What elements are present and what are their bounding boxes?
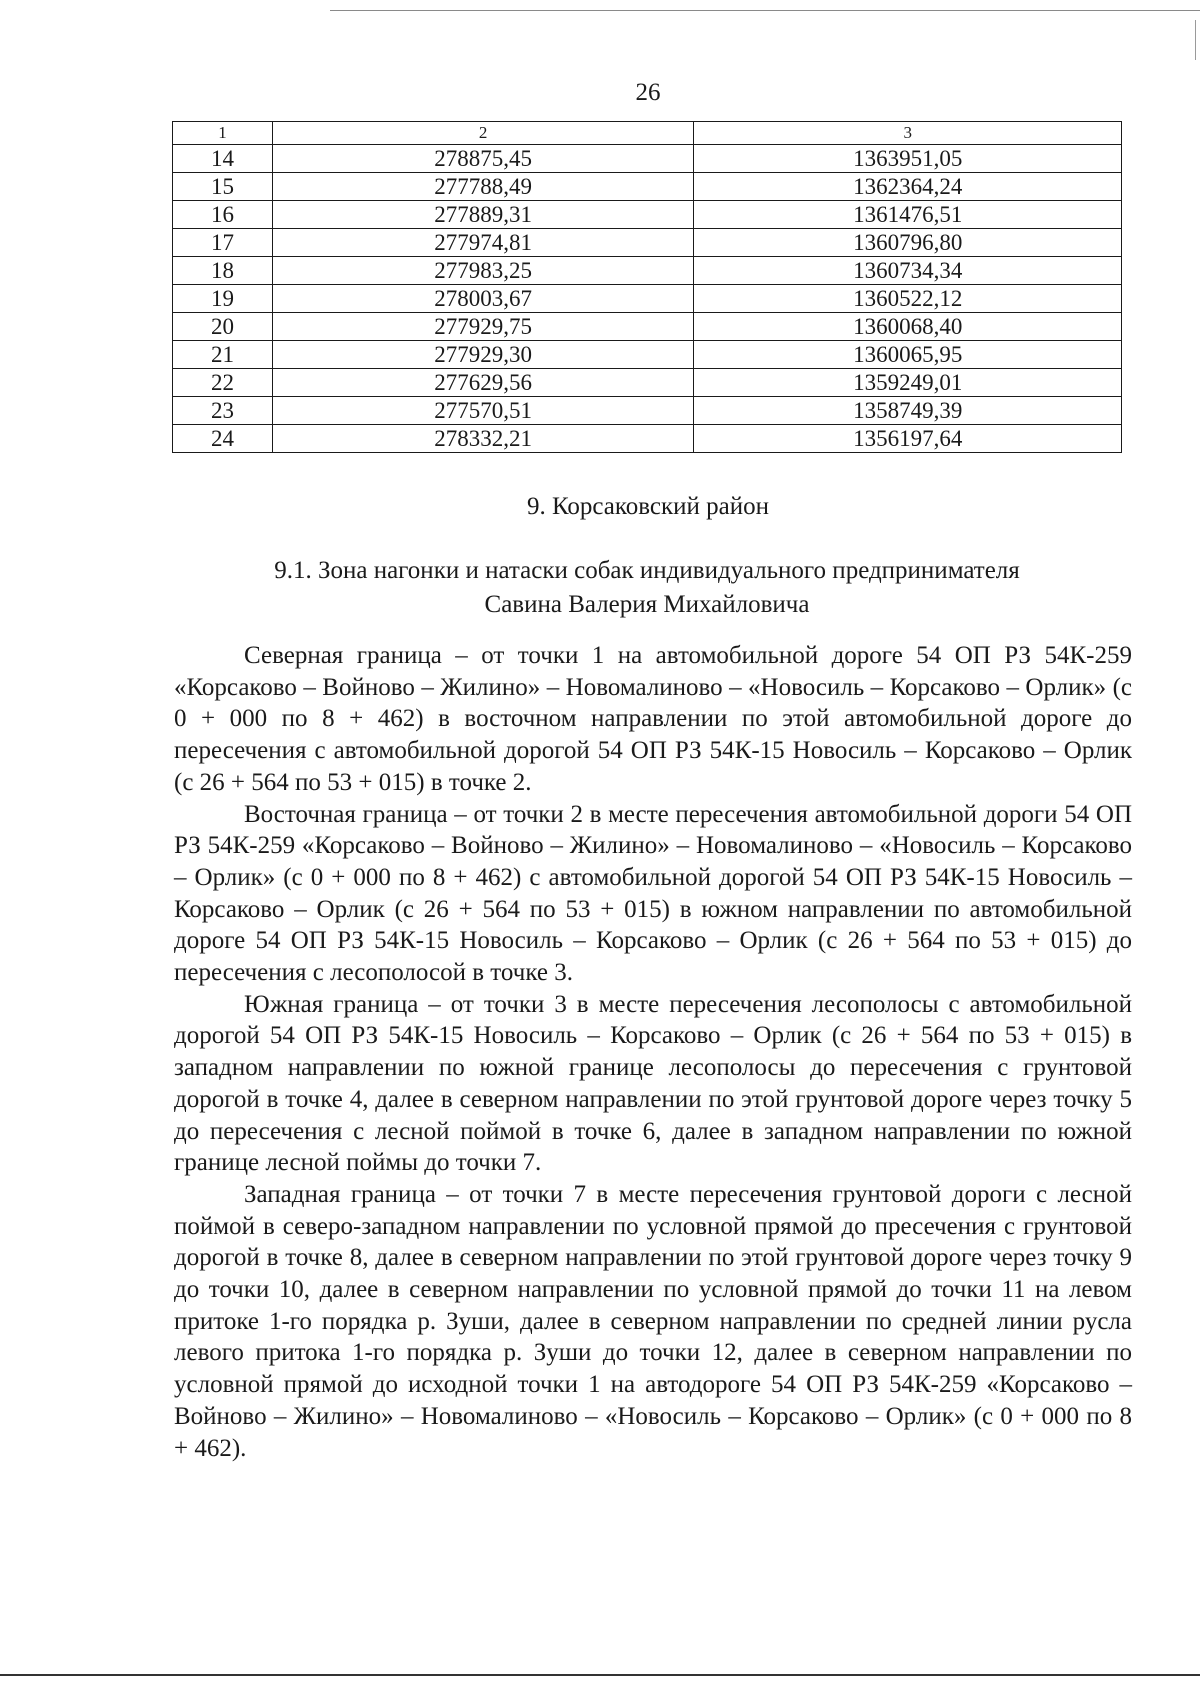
- y-coordinate: 1361476,51: [694, 201, 1122, 229]
- y-coordinate: 1360734,34: [694, 257, 1122, 285]
- y-coordinate: 1362364,24: [694, 173, 1122, 201]
- y-coordinate: 1360065,95: [694, 341, 1122, 369]
- table-row: [173, 257, 1122, 285]
- y-coordinate: 1360796,80: [694, 229, 1122, 257]
- y-coordinate: 1358749,39: [694, 397, 1122, 425]
- point-number: 15: [173, 173, 273, 201]
- subsection-title-line-2: Савина Валерия Михайловича: [484, 591, 810, 618]
- scan-border-top: [330, 10, 1200, 11]
- table-row: [173, 341, 1122, 369]
- scan-border-right: [1195, 20, 1196, 60]
- y-coordinate: 1360522,12: [694, 285, 1122, 313]
- x-coordinate: 277929,75: [272, 313, 694, 341]
- east-boundary-paragraph: Восточная граница – от точки 2 в месте пересечения автомобильной дороги 54 ОП РЗ 54К-259 «Корсаково – Войново – Жилино» – Новомалиново – «Новосиль – Корсаково – Орлик» (с 0 + 000 по 8 + 462) с автомобильной дорогой 54 ОП РЗ 54К-15 Новосиль – Корсаково – Орлик (с 26 + 564 по 53 + 015) в южном направлении по автомобильной дороге 54 ОП РЗ 54К-15 Новосиль – Корсаково – Орлик (с 26 + 564 по 53 + 015) до пересечения с лесополосой в точке 3.: [174, 800, 1132, 987]
- x-coordinate: 278332,21: [272, 425, 694, 453]
- point-number: 24: [173, 425, 273, 453]
- y-coordinate: 1360068,40: [694, 313, 1122, 341]
- table-row: [173, 173, 1122, 201]
- x-coordinate: 277929,30: [272, 341, 694, 369]
- point-number: 21: [173, 341, 273, 369]
- point-number: 19: [173, 285, 273, 313]
- column-header-y: 3: [694, 122, 1122, 145]
- section-title: 9. Корсаковский район: [526, 493, 770, 520]
- point-number: 18: [173, 257, 273, 285]
- table-row: [173, 145, 1122, 173]
- table-header-row: [173, 122, 1122, 145]
- table-row: [173, 425, 1122, 453]
- point-number: 16: [173, 201, 273, 229]
- west-boundary-paragraph: Западная граница – от точки 7 в месте пересечения грунтовой дороги с лесной поймой в северо-западном направлении по условной прямой до пресечения с грунтовой дорогой в точке 8, далее в северном направлении по этой грунтовой дороге через точку 9 до точки 10, далее в северном направлении по условной прямой до точки 11 на левом притоке 1-го порядка р. Зуши, далее в северном направлении по средней линии русла левого притока 1-го порядка р. Зуши до точки 12, далее в северном направлении по условной прямой до исходной точки 1 на автодороге 54 ОП РЗ 54К-259 «Корсаково – Войново – Жилино» – Новомалиново – «Новосиль – Корсаково – Орлик» (с 0 + 000 по 8 + 462).: [174, 1180, 1132, 1462]
- page-number: 26: [635, 79, 661, 106]
- x-coordinate: 277983,25: [272, 257, 694, 285]
- point-number: 17: [173, 229, 273, 257]
- column-header-x: 2: [272, 122, 694, 145]
- y-coordinate: 1363951,05: [694, 145, 1122, 173]
- table-row: [173, 285, 1122, 313]
- boundary-description: [174, 640, 1132, 1464]
- table-row: [173, 369, 1122, 397]
- point-number: 22: [173, 369, 273, 397]
- x-coordinate: 277889,31: [272, 201, 694, 229]
- point-number: 23: [173, 397, 273, 425]
- x-coordinate: 277974,81: [272, 229, 694, 257]
- point-number: 14: [173, 145, 273, 173]
- x-coordinate: 277570,51: [272, 397, 694, 425]
- x-coordinate: 278003,67: [272, 285, 694, 313]
- column-header-point: 1: [173, 122, 273, 145]
- x-coordinate: 277788,49: [272, 173, 694, 201]
- table-row: [173, 397, 1122, 425]
- point-number: 20: [173, 313, 273, 341]
- x-coordinate: 278875,45: [272, 145, 694, 173]
- table-row: [173, 201, 1122, 229]
- subsection-title: [172, 554, 1122, 622]
- table-row: [173, 229, 1122, 257]
- subsection-title-line-1: 9.1. Зона нагонки и натаски собак индивидуального предпринимателя: [274, 557, 1020, 584]
- south-boundary-paragraph: Южная граница – от точки 3 в месте пересечения лесополосы с автомобильной дорогой 54 ОП РЗ 54К-15 Новосиль – Корсаково – Орлик (с 26 + 564 по 53 + 015) в западном направлении по южной границе лесополосы до пересечения с грунтовой дорогой в точке 4, далее в северном направлении по этой грунтовой дороге через точку 5 до пересечения с лесной поймой в точке 6, далее в западном направлении по южной границе лесной поймы до точки 7.: [174, 990, 1132, 1177]
- north-boundary-paragraph: Северная граница – от точки 1 на автомобильной дороге 54 ОП РЗ 54К-259 «Корсаково – Войново – Жилино» – Новомалиново – «Новосиль – Корсаково – Орлик» (с 0 + 000 по 8 + 462) в восточном направлении по этой автомобильной дороге до пересечения с автомобильной дорогой 54 ОП РЗ 54К-15 Новосиль – Корсаково – Орлик (с 26 + 564 по 53 + 015) в точке 2.: [174, 642, 1132, 796]
- table-row: [173, 313, 1122, 341]
- scan-border-bottom: [0, 1674, 1200, 1676]
- x-coordinate: 277629,56: [272, 369, 694, 397]
- coordinates-table: [172, 121, 1122, 453]
- y-coordinate: 1356197,64: [694, 425, 1122, 453]
- y-coordinate: 1359249,01: [694, 369, 1122, 397]
